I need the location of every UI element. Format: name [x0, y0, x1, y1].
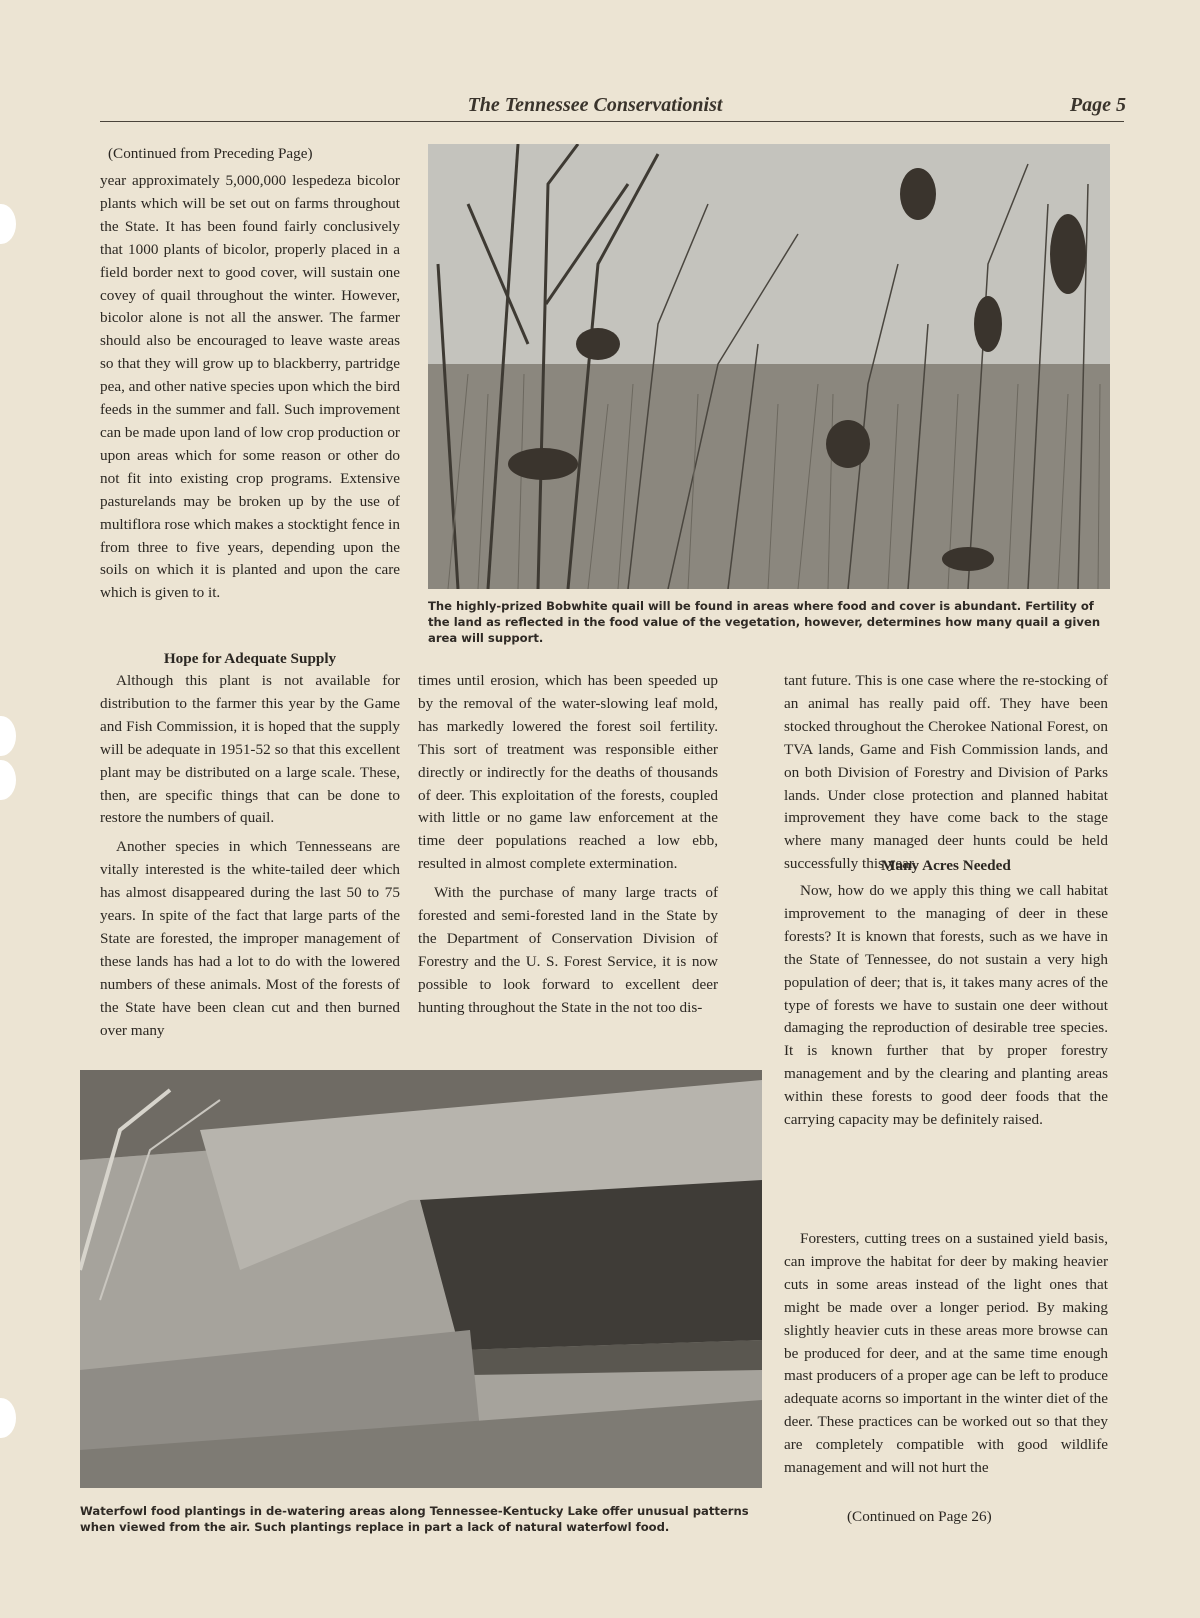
paragraph: Another species in which Tennesseans are vitally interested is the white-tailed deer which has almost disappeared during the last 50 to 75 years. In spite of the fact that large parts of the State are forested, the improper management of these lands has had a lot to do with the lowered numbers of these animals. Most of the forests of the State have been clean cut and then burned over many — [100, 838, 400, 1039]
column-3-bottom-text — [784, 1228, 1108, 1480]
paragraph: Now, how do we apply this thing we call habitat improvement to the managing of deer in these forests? It is known that forests, such as we have in the State of Tennessee, do not sustain a very high population of deer; that is, it takes many acres of the type of forests we have to sustain one deer without damaging the reproduction of desirable tree species. It is known further that by proper forestry management and by the clearing and planting areas within these forests to good deer foods that the carrying capacity may be definitely raised. — [784, 882, 1108, 1129]
column-3-middle-text — [784, 880, 1108, 1132]
paragraph: Foresters, cutting trees on a sustained yield basis, can improve the habitat for deer by making heavier cuts in some areas instead of the light ones that might be made over a longer period. By making slightly heavier cuts in these areas more browse can be produced for deer, and at the same time enough mast producers of a proper age can be left to produce adequate acorns so important in the winter diet of the deer. These practices can be worked out so that they are completely compatible with good wildlife management and will not hurt the — [784, 1230, 1108, 1477]
paragraph: year approximately 5,000,000 lespedeza bicolor plants which will be set out on farms throughout the State. It has been found fairly conclusively that 1000 plants of bicolor, properly placed in a field border next to good cover, will sustain one covey of quail throughout the winter. However, bicolor alone is not all the answer. The farmer should also be encouraged to leave waste areas so that they will grow up to blackberry, partridge pea, and other native species upon which the bird feeds in the summer and fall. Such improvement can be made upon land of low crop production or upon areas which for some reason or other do not fit into existing crop programs. Extensive pasturelands may be broken up by the use of multiflora rose which makes a stocktight fence in from three to five years, depending upon the soils on which it is planted and upon the care which is given to it. — [100, 172, 400, 602]
quail-photo-caption: The highly-prized Bobwhite quail will be found in areas where food and cover is abundant. Fertility of the land as reflected in the food value of the vegetation, however, determines how many quail a given area will support. — [428, 599, 1101, 645]
column-3-top-text — [784, 670, 1108, 876]
waterfowl-plantings-aerial-photo — [80, 1070, 762, 1488]
subheading-hope-for-adequate-supply: Hope for Adequate Supply — [163, 650, 337, 667]
column-1-top-text — [100, 170, 400, 605]
waterfowl-photo-caption: Waterfowl food plantings in de-watering areas along Tennessee-Kentucky Lake offer unusual patterns when viewed from the air. Such plantings replace in part a lack of natural waterfowl food. — [80, 1504, 749, 1534]
header-rule — [100, 121, 1124, 122]
page-number: Page 5 — [1069, 94, 1126, 116]
bobwhite-quail-photo — [428, 144, 1110, 589]
publication-title: The Tennessee Conservationist — [467, 94, 723, 116]
binder-hole — [0, 760, 16, 800]
paragraph: times until erosion, which has been speeded up by the removal of the water-slowing leaf mold, has markedly lowered the forest soil fertility. This sort of treatment was responsible either directly or indirectly for the deaths of thousands of deer. This exploitation of the forests, coupled with little or no game law enforcement at the time deer populations reached a low ebb, resulted in almost complete extermination. — [418, 672, 718, 873]
binder-hole — [0, 1398, 16, 1438]
column-1-bottom-text — [100, 670, 400, 1043]
paragraph: Although this plant is not available for distribution to the farmer this year by the Game and Fish Commission, it is hoped that the supply will be adequate in 1951-52 so that this excellent plant may be distributed on a large scale. These, then, are specific things that can be done to restore the numbers of quail. — [100, 672, 400, 827]
binder-hole — [0, 716, 16, 756]
continued-from-note: (Continued from Preceding Page) — [108, 145, 313, 162]
binder-hole — [0, 204, 16, 244]
paragraph: With the purchase of many large tracts of forested and semi-forested land in the State by the Department of Conservation Division of Forestry and the U. S. Forest Service, it is now possible to look forward to excellent deer hunting throughout the State in the not too dis- — [418, 884, 718, 1016]
column-2-text — [418, 670, 718, 1020]
subheading-many-acres-needed: Many Acres Needed — [881, 857, 1011, 874]
continued-on-note: (Continued on Page 26) — [847, 1508, 992, 1525]
paragraph: tant future. This is one case where the re-stocking of an animal has really paid off. They have been stocked throughout the Cherokee National Forest, on TVA lands, Game and Fish Commission lands, and on both Division of Forestry and Division of Parks lands. Under close protection and planned habitat improvement they have come back to the stage where many managed deer hunts could be held successfully this year. — [784, 672, 1108, 873]
